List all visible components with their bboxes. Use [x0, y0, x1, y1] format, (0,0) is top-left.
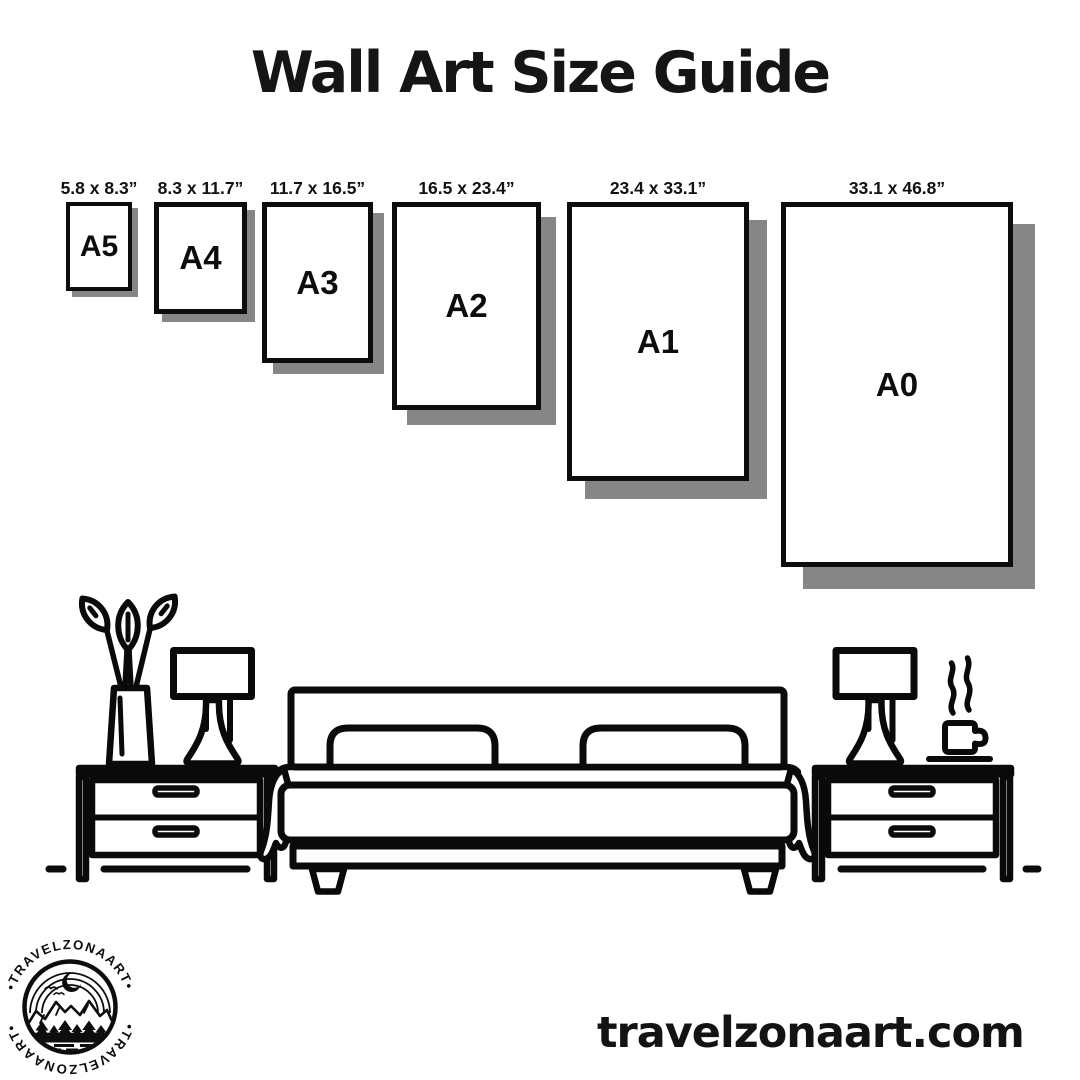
dimension-label-a4: 8.3 x 11.7”	[157, 178, 244, 198]
dimension-label-a1: 23.4 x 33.1”	[609, 178, 707, 198]
logo-ring-text-top: •TRAVELZONAART•	[2, 936, 138, 992]
nightstand-right	[815, 768, 1011, 879]
steam-icon	[966, 658, 969, 710]
dimension-label-a0: 33.1 x 46.8”	[848, 178, 946, 198]
pillow-right	[583, 728, 745, 767]
dimension-label-a5: 5.8 x 8.3”	[60, 178, 138, 198]
pillow-left	[330, 728, 495, 767]
dimension-label-a2: 16.5 x 23.4”	[418, 178, 515, 198]
size-name-a5: A5	[79, 229, 119, 263]
website-url: travelzonaart.com	[597, 1008, 1024, 1058]
lamp-right	[836, 651, 914, 764]
brand-logo	[0, 926, 140, 1078]
bed-base	[293, 846, 782, 866]
size-name-a2: A2	[445, 287, 488, 324]
size-name-a0: A0	[875, 365, 919, 403]
page-title: Wall Art Size Guide	[250, 40, 830, 106]
leaf-center	[118, 602, 138, 650]
bed-leg-left	[312, 869, 344, 892]
coffee-cup	[929, 658, 990, 759]
plant-vase	[75, 591, 181, 764]
leaf-right	[143, 591, 182, 634]
steam-icon	[950, 663, 953, 713]
logo-ring-text-bottom: •TRAVELZONAART•	[2, 1022, 138, 1078]
bed	[260, 690, 814, 892]
leaf-left	[75, 593, 114, 636]
size-name-a4: A4	[179, 239, 222, 276]
nightstand-left	[79, 768, 275, 879]
size-name-a1: A1	[636, 322, 680, 360]
mattress	[281, 785, 794, 840]
size-name-a3: A3	[296, 263, 339, 301]
bed-leg-right	[744, 869, 776, 892]
dimension-label-a3: 11.7 x 16.5”	[269, 178, 366, 198]
lamp-left	[174, 651, 252, 764]
